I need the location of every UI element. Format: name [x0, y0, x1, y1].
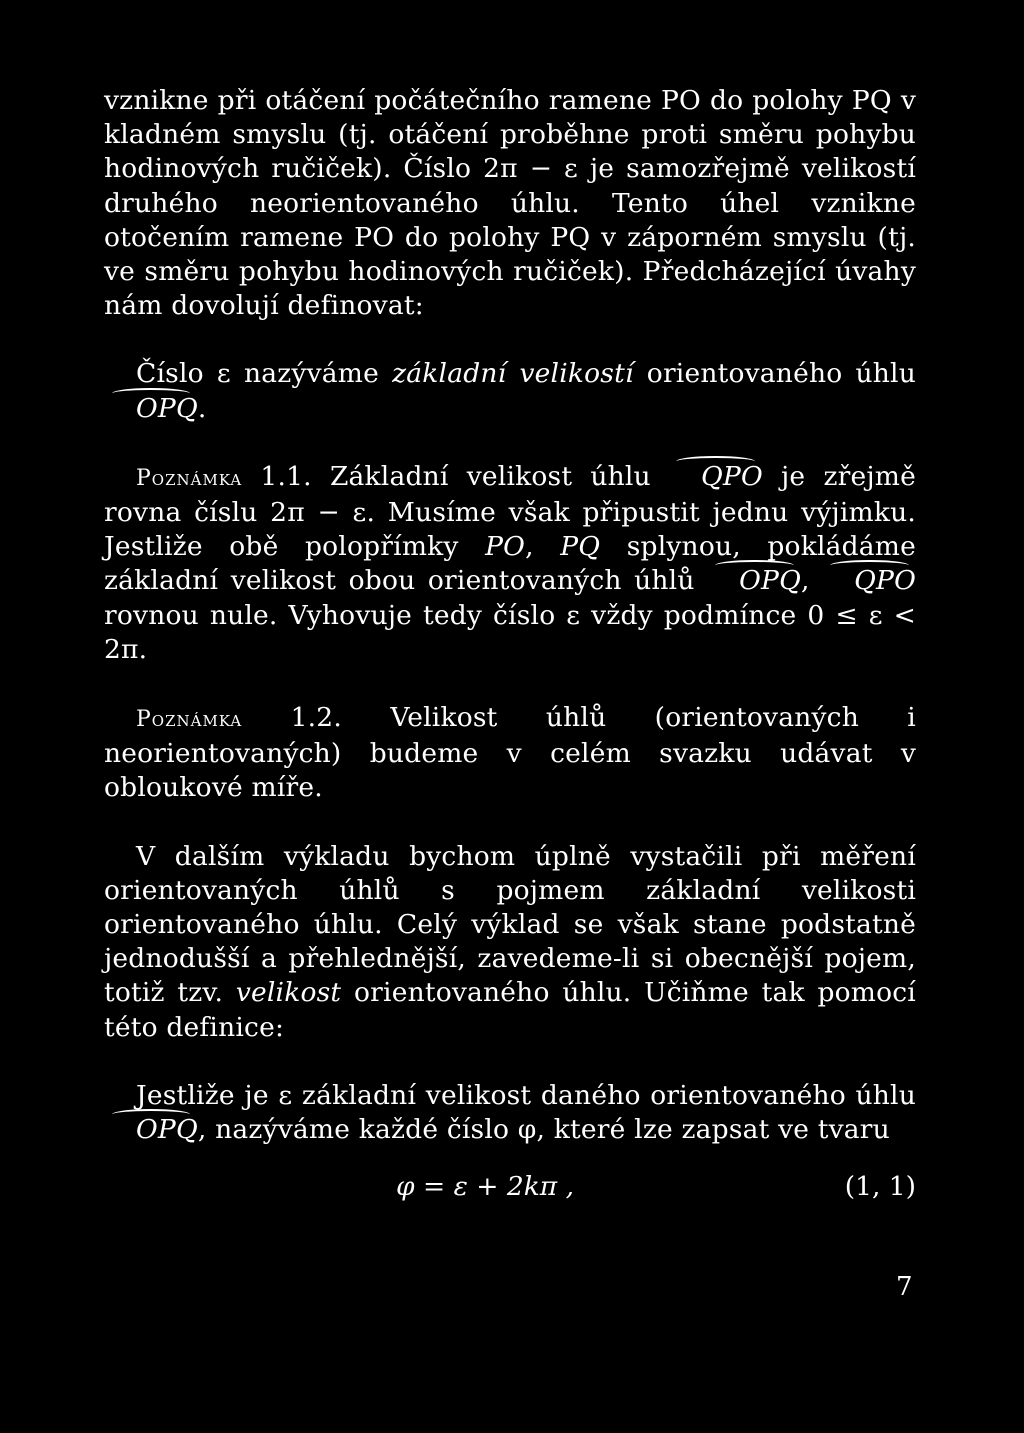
equation-1-1	[104, 1169, 916, 1209]
paragraph-intro: vznikne při otáčení počátečního ramene PO do polohy PQ v kladném smyslu (tj. otáčení proběhne proti směru pohybu hodinových ručiček). Číslo 2π − ε je samozřejmě velikostí druhého neorientovaného úhlu. Tento úhel vznikne otočením ramene PO do polohy PQ v záporném smyslu (tj. ve směru pohybu hodinových ručiček). Předcházející úvahy nám dovolují definovat:	[104, 85, 916, 322]
defined-term: velikost	[235, 977, 342, 1009]
angle-symbol: QPO	[669, 460, 763, 494]
note-text: 1.2. Velikost úhlů (orientovaných i neorientovaných) budeme v celém svazku udávat v obloukové míře.	[104, 702, 916, 804]
equation-number: (1, 1)	[844, 1171, 916, 1203]
document-page	[104, 84, 916, 1209]
ray-symbol: PQ	[560, 531, 601, 563]
paragraph-text: V dalším výkladu bychom úplně vystačili při měření orientovaných úhlů s pojmem základní velikosti orientovaného úhlu. Celý výklad se však stane podstatně jednodušší a přehlednější, zavedeme-li si obecnější pojem, totiž tzv.	[104, 840, 916, 1009]
definition-text: , nazýváme každé číslo φ, které lze zapsat ve tvaru	[197, 1114, 890, 1146]
paragraph-general-magnitude	[104, 840, 916, 1045]
definition-text: orientovaného úhlu	[633, 358, 917, 390]
angle-symbol: OPQ	[707, 564, 801, 598]
note-1-1	[104, 460, 916, 667]
note-text: ,	[801, 565, 823, 597]
page-number: 7	[896, 1272, 913, 1302]
equation-expression: φ = ε + 2kπ ,	[396, 1171, 575, 1203]
note-text: splynou, pokládáme základní velikost obou orientovaných úhlů	[104, 531, 917, 597]
paragraph-text: orientovaného úhlu. Učiňme tak pomocí této definice:	[104, 977, 916, 1043]
angle-symbol: QPO	[822, 564, 916, 598]
angle-symbol: OPQ	[104, 392, 198, 426]
note-1-2	[104, 701, 916, 806]
defined-term: základní velikostí	[392, 358, 634, 390]
angle-symbol: OPQ	[104, 1113, 198, 1147]
note-text: 1.1. Základní velikost úhlu	[242, 460, 669, 492]
definition-text: Jestliže je ε základní velikost daného orientovaného úhlu	[136, 1079, 916, 1111]
note-label: Poznámka	[136, 707, 243, 733]
note-label: Poznámka	[136, 465, 243, 491]
ray-symbol: PO	[485, 531, 526, 563]
definition-magnitude	[104, 1079, 916, 1147]
note-text: ,	[525, 531, 561, 563]
note-text: rovnou nule. Vyhovuje tedy číslo ε vždy podmínce 0 ≤ ε < 2π.	[104, 599, 916, 665]
definition-end: .	[197, 392, 207, 424]
definition-basic-magnitude	[104, 357, 916, 425]
note-text: je zřejmě rovna číslu 2π − ε. Musíme však připustit jednu výjimku. Jestliže obě polopřímky	[104, 460, 917, 563]
definition-text: Číslo ε nazýváme	[136, 358, 393, 390]
